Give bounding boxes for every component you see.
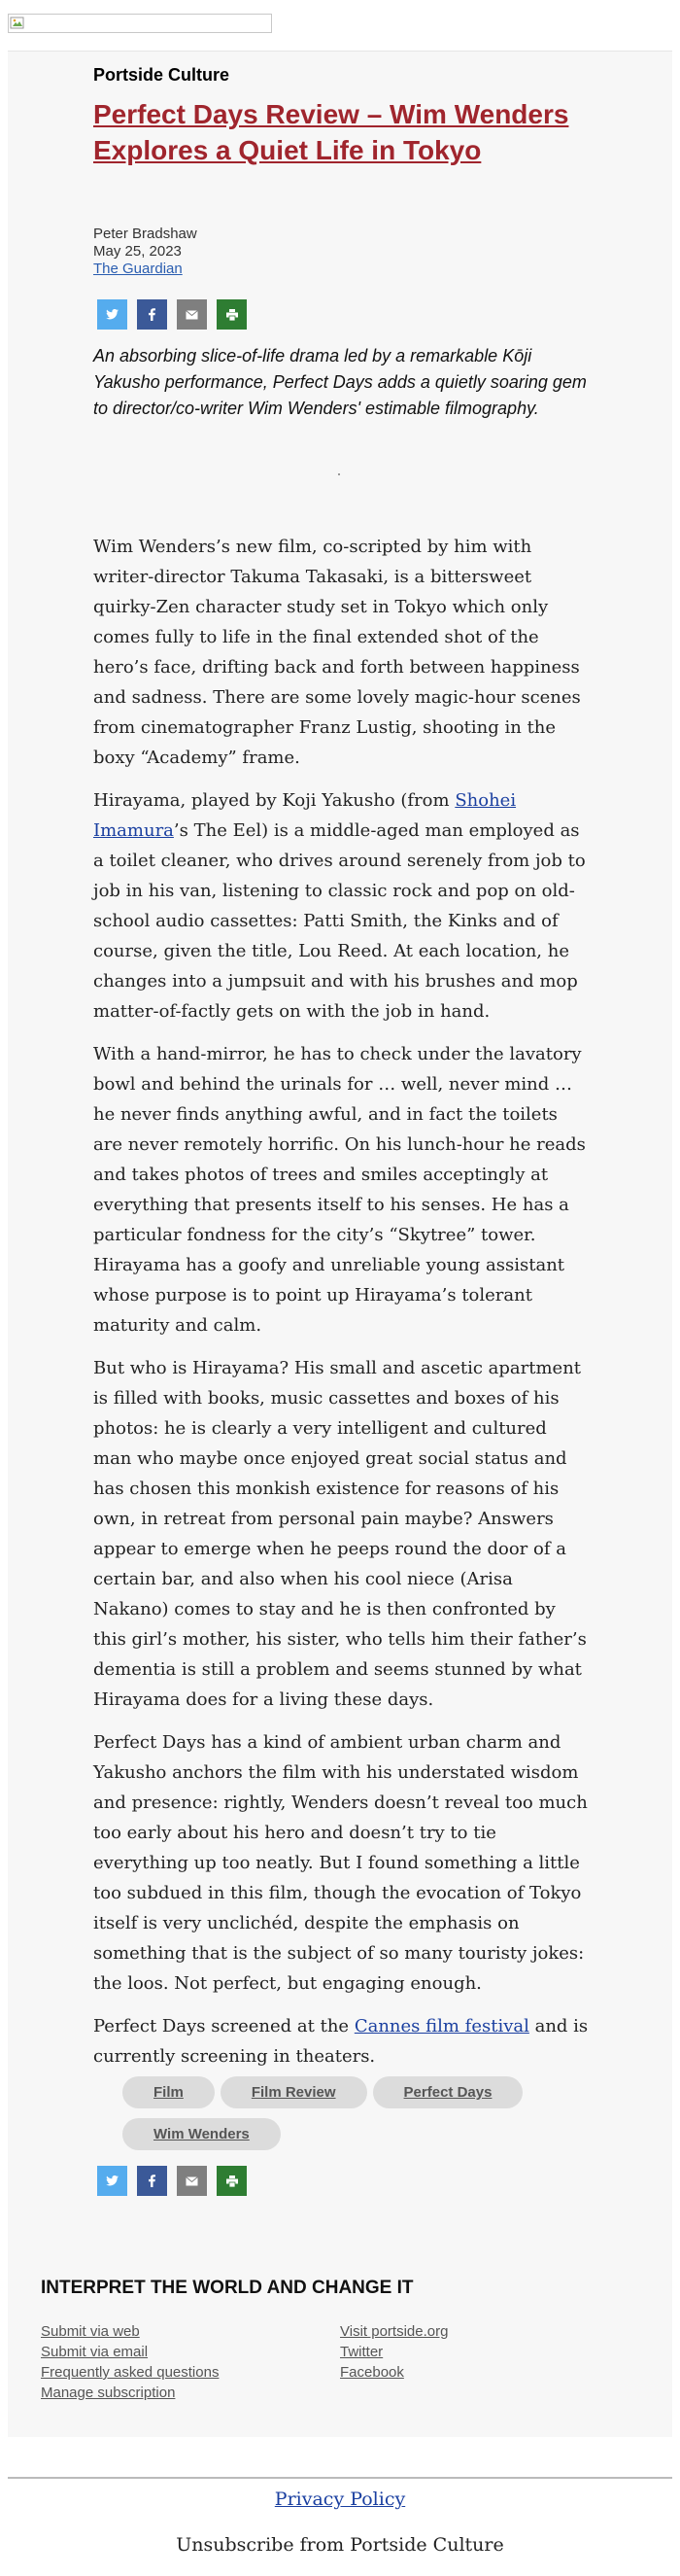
footer-links-right (340, 2321, 448, 2383)
facebook-share-button[interactable] (137, 2166, 167, 2196)
print-share-button[interactable] (217, 299, 247, 330)
paragraph-5: Perfect Days has a kind of ambient urban charm and Yakusho anchors the film with his understated wisdom and presence: rightly, Wenders doesn’t reveal too much too early about his hero and doesn’t try to tie everything up too neatly. But I found something a little too subdued in this film, though the evocation of Tokyo itself is very unclichéd, despite the emphasis on something that is the subject of so many touristy jokes: the loos. Not perfect, but engaging enough. (93, 1732, 588, 1994)
submit-email-link[interactable]: Submit via email (41, 2344, 149, 2360)
paragraph-1: Wim Wenders’s new film, co-scripted by him with writer-director Takuma Takasaki, is a bittersweet quirky-Zen character study set in Tokyo which only comes fully to life in the final extended shot of the hero’s face, drifting back and forth between happiness and sadness. There are some lovely magic-hour scenes from cinematographer Franz Lustig, shooting in the boxy “Academy” frame. (93, 537, 581, 768)
cannes-link[interactable]: Cannes film festival (354, 2016, 529, 2036)
tag-perfect-days[interactable]: Perfect Days (373, 2076, 524, 2108)
broken-image-icon (10, 16, 25, 31)
email-icon (186, 310, 198, 320)
footer-divider (8, 2477, 672, 2479)
share-buttons-bottom (97, 2166, 247, 2196)
twitter-share-button[interactable] (97, 299, 127, 330)
tag-film-review[interactable]: Film Review (221, 2076, 367, 2108)
faq-link[interactable]: Frequently asked questions (41, 2364, 220, 2381)
facebook-link[interactable]: Facebook (340, 2364, 404, 2381)
print-icon (226, 2176, 238, 2187)
email-share-button[interactable] (177, 299, 207, 330)
portside-site-link[interactable]: Visit portside.org (340, 2323, 449, 2340)
share-buttons-top (97, 299, 247, 330)
divider-dot (338, 473, 340, 475)
tag-film[interactable]: Film (122, 2076, 215, 2108)
facebook-share-button[interactable] (137, 299, 167, 330)
article-body (93, 532, 589, 2084)
section-name: Portside Culture (93, 65, 230, 85)
article-headline[interactable]: Perfect Days Review – Wim Wenders Explores a Quiet Life in Tokyo (93, 99, 569, 165)
twitter-link[interactable]: Twitter (340, 2344, 384, 2360)
footer-title: INTERPRET THE WORLD AND CHANGE IT (41, 2278, 414, 2298)
facebook-icon (149, 308, 155, 321)
newsletter-card (8, 51, 672, 2437)
paragraph-3: With a hand-mirror, he has to check under the lavatory bowl and behind the urinals for … well, never mind … he never finds anything awful, and in fact the toilets are never remotely horrific. On his lunch-hour he reads and takes photos of trees and smiles acceptingly at everything that presents itself to his senses. He has a particular fondness for the city’s “Skytree” tower. Hirayama has a goofy and unreliable young assistant whose purpose is to point up Hirayama’s tolerant maturity and calm. (93, 1044, 586, 1336)
facebook-icon (149, 2175, 155, 2187)
shohei-imamura-link[interactable]: Shohei Imamura (93, 790, 517, 841)
twitter-icon (106, 2176, 119, 2186)
twitter-share-button[interactable] (97, 2166, 127, 2196)
article-dek: An absorbing slice-of-life drama led by a remarkable Kōji Yakusho performance, Perfect Days adds a quietly soaring gem to director/co-writer Wim Wenders' estimable filmography. (93, 346, 587, 418)
tag-wim-wenders[interactable]: Wim Wenders (122, 2118, 281, 2150)
print-icon (226, 309, 238, 321)
paragraph-6: Perfect Days screened at the Cannes film festival and is currently screening in theaters. (93, 2016, 589, 2067)
privacy-policy-link[interactable]: Privacy Policy (274, 2489, 406, 2510)
author: Peter Bradshaw (93, 226, 197, 242)
email-icon (186, 2176, 198, 2186)
print-share-button[interactable] (217, 2166, 247, 2196)
paragraph-2: Hirayama, played by Koji Yakusho (from Shohei Imamura’s The Eel) is a middle-aged man employed as a toilet cleaner, who drives around serenely from job to job in his van, listening to classic rock and pop on old-school audio cassettes: Patti Smith, the Kinks and of course, given the title, Lou Reed. At each location, he changes into a jumpsuit and with his brushes and mop matter-of-factly gets on with the job in hand. (93, 790, 586, 1022)
tag-list (122, 2076, 569, 2150)
footer-links-left (41, 2321, 219, 2403)
submit-web-link[interactable]: Submit via web (41, 2323, 140, 2340)
manage-subscription-link[interactable]: Manage subscription (41, 2385, 176, 2401)
header-banner-image (8, 14, 272, 33)
source-link[interactable]: The Guardian (93, 261, 183, 277)
email-share-button[interactable] (177, 2166, 207, 2196)
unsubscribe-text[interactable]: Unsubscribe from Portside Culture (176, 2534, 504, 2556)
twitter-icon (106, 309, 119, 320)
byline (93, 226, 589, 278)
publish-date: May 25, 2023 (93, 243, 182, 260)
paragraph-4: But who is Hirayama? His small and ascetic apartment is filled with books, music cassettes and boxes of his photos: he is clearly a very intelligent and cultured man who maybe once enjoyed great social status and has chosen this monkish existence for reasons of his own, in retreat from personal pain maybe? Answers appear to emerge when he peeps round the door of a certain bar, and also when his cool niece (Arisa Nakano) comes to stay and he is then confronted by this girl’s mother, his sister, who tells him their father’s dementia is still a problem and seems stunned by what Hirayama does for a living these days. (93, 1358, 587, 1710)
